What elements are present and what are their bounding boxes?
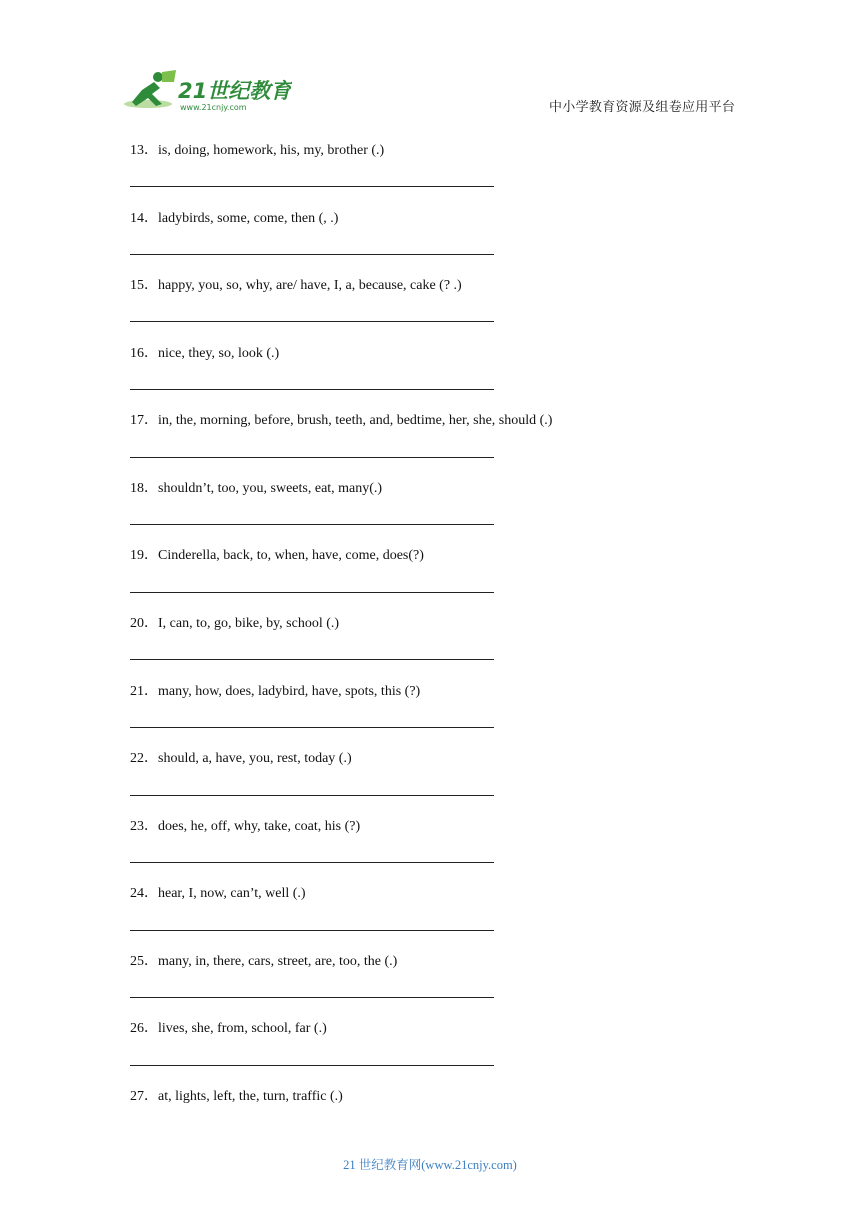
answer-line-17[interactable]: [130, 457, 494, 458]
answer-line-16[interactable]: [130, 389, 494, 390]
question-text: is, doing, homework, his, my, brother (.): [158, 143, 385, 158]
question-16: [130, 342, 279, 362]
question-text: nice, they, so, look (.): [158, 346, 280, 361]
question-number: 19．: [130, 548, 158, 563]
question-number: 16．: [130, 346, 158, 361]
answer-line-25[interactable]: [130, 997, 494, 998]
question-text: Cinderella, back, to, when, have, come, does(?): [158, 548, 424, 563]
logo-url: www.21cnjy.com: [180, 103, 247, 112]
answer-line-18[interactable]: [130, 524, 494, 525]
question-20: [130, 612, 339, 632]
question-text: many, in, there, cars, street, are, too, the (.): [158, 954, 398, 969]
question-21: [130, 680, 420, 700]
question-text: many, how, does, ladybird, have, spots, this (?): [158, 684, 421, 699]
question-26: [130, 1017, 327, 1037]
question-text: hear, I, now, can’t, well (.): [158, 886, 306, 901]
question-15: [130, 274, 462, 294]
question-number: 21．: [130, 684, 158, 699]
answer-line-14[interactable]: [130, 254, 494, 255]
answer-line-15[interactable]: [130, 321, 494, 322]
question-17: [130, 409, 552, 429]
question-text: at, lights, left, the, turn, traffic (.): [158, 1089, 343, 1104]
question-14: [130, 207, 338, 227]
question-22: [130, 747, 352, 767]
answer-line-19[interactable]: [130, 592, 494, 593]
question-text: in, the, morning, before, brush, teeth, and, bedtime, her, she, should (.): [158, 413, 553, 428]
question-number: 26．: [130, 1021, 158, 1036]
answer-line-24[interactable]: [130, 930, 494, 931]
question-24: [130, 882, 306, 902]
question-19: [130, 544, 424, 564]
question-25: [130, 950, 397, 970]
question-number: 24．: [130, 886, 158, 901]
question-27: [130, 1085, 343, 1105]
question-number: 17．: [130, 413, 158, 428]
logo-graphic: [122, 68, 292, 116]
question-number: 18．: [130, 481, 158, 496]
answer-line-21[interactable]: [130, 727, 494, 728]
question-23: [130, 815, 360, 835]
answer-line-23[interactable]: [130, 862, 494, 863]
question-text: ladybirds, some, come, then (, .): [158, 211, 339, 226]
question-number: 25．: [130, 954, 158, 969]
answer-line-22[interactable]: [130, 795, 494, 796]
question-text: lives, she, from, school, far (.): [158, 1021, 327, 1036]
question-text: shouldn’t, too, you, sweets, eat, many(.): [158, 481, 383, 496]
header-platform-text: 中小学教育资源及组卷应用平台: [549, 100, 736, 115]
answer-line-13[interactable]: [130, 186, 494, 187]
question-text: I, can, to, go, bike, by, school (.): [158, 616, 340, 631]
footer-site-link[interactable]: 21 世纪教育网(www.21cnjy.com): [343, 1158, 517, 1172]
question-18: [130, 477, 382, 497]
logo-text: 21世纪教育: [178, 79, 292, 103]
logo: [122, 68, 292, 116]
question-number: 22．: [130, 751, 158, 766]
question-number: 23．: [130, 819, 158, 834]
question-text: happy, you, so, why, are/ have, I, a, because, cake (? .): [158, 278, 462, 293]
question-text: does, he, off, why, take, coat, his (?): [158, 819, 361, 834]
question-number: 13．: [130, 143, 158, 158]
question-text: should, a, have, you, rest, today (.): [158, 751, 352, 766]
question-number: 14．: [130, 211, 158, 226]
answer-line-20[interactable]: [130, 659, 494, 660]
question-13: [130, 139, 384, 159]
question-number: 27．: [130, 1089, 158, 1104]
question-number: 20．: [130, 616, 158, 631]
question-number: 15．: [130, 278, 158, 293]
answer-line-26[interactable]: [130, 1065, 494, 1066]
